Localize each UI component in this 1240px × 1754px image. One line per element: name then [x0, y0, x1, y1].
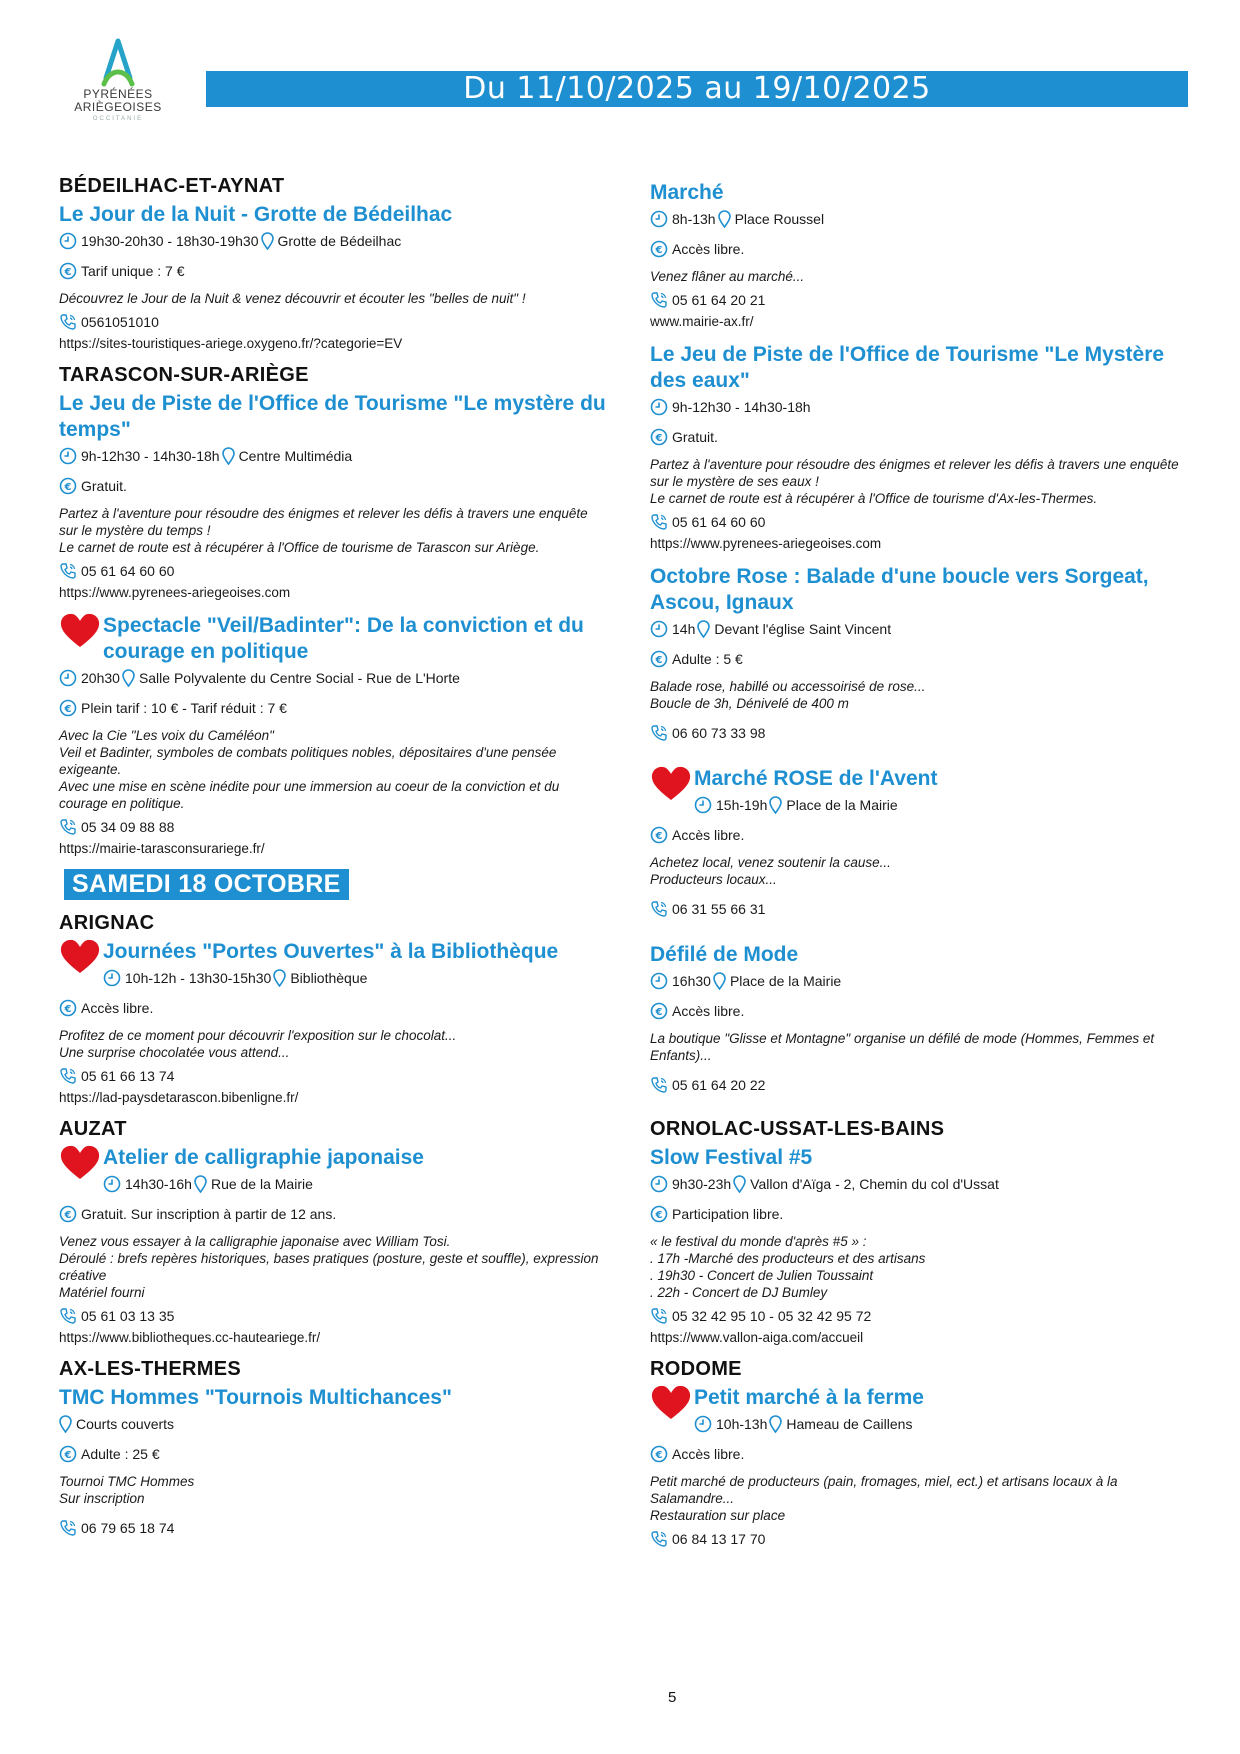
event-jeu-de-piste-tarascon — [59, 364, 609, 601]
svg-text:€: € — [64, 1003, 72, 1015]
event-time: 14h30-16h — [125, 1176, 192, 1192]
svg-text:€: € — [64, 703, 72, 715]
location-pin-icon — [697, 620, 710, 638]
event-phone — [650, 513, 1200, 531]
favorite-event-header — [59, 939, 609, 987]
town-heading: ARIGNAC — [59, 912, 155, 934]
event-price — [59, 1445, 609, 1463]
spacer — [650, 922, 1200, 942]
event-place: Grotte de Bédeilhac — [277, 233, 402, 249]
event-url[interactable]: https://lad-paysdetarascon.bibenligne.fr/ — [59, 1090, 299, 1105]
event-price-text: Participation libre. — [672, 1206, 784, 1222]
event-price-text: Accès libre. — [672, 241, 745, 257]
event-description: Achetez local, venez soutenir la cause... Producteurs locaux... — [650, 855, 891, 887]
event-phone — [59, 1519, 609, 1537]
favorite-event-header — [650, 766, 1200, 814]
location-pin-icon — [718, 210, 731, 228]
event-phone — [59, 818, 609, 836]
phone-icon — [59, 818, 77, 836]
event-place: Rue de la Mairie — [210, 1176, 313, 1192]
event-marche-rose — [650, 766, 1200, 918]
svg-text:€: € — [655, 654, 663, 666]
event-time: 14h — [672, 621, 696, 637]
location-pin-icon — [194, 1175, 207, 1193]
euro-icon — [59, 999, 77, 1017]
event-price — [59, 262, 609, 280]
event-place: Vallon d'Aïga - 2, Chemin du col d'Ussat — [750, 1176, 999, 1192]
clock-icon — [694, 1415, 712, 1433]
svg-text:€: € — [655, 432, 663, 444]
town-heading: AX-LES-THERMES — [59, 1358, 241, 1380]
event-place: Place Roussel — [734, 211, 825, 227]
event-title[interactable]: Marché — [650, 181, 724, 204]
event-place-row — [59, 1415, 609, 1433]
event-url[interactable]: www.mairie-ax.fr/ — [650, 314, 754, 329]
event-time-place — [650, 210, 1200, 228]
logo-text-line1: PYRÉNÉES — [83, 87, 153, 101]
clock-icon — [59, 669, 77, 687]
event-title[interactable]: Le Jour de la Nuit - Grotte de Bédeilhac — [59, 203, 453, 226]
event-price-text: Gratuit. — [672, 429, 718, 445]
event-phone — [650, 1076, 1200, 1094]
event-spectacle-veil-badinter — [59, 613, 609, 857]
event-phone-number[interactable]: 05 61 64 20 22 — [672, 1077, 766, 1093]
event-price — [650, 1205, 1200, 1223]
logo — [68, 38, 168, 122]
euro-icon — [59, 1445, 77, 1463]
clock-icon — [650, 210, 668, 228]
event-phone-number[interactable]: 05 32 42 95 10 - 05 32 42 95 72 — [672, 1308, 872, 1324]
spacer — [650, 746, 1200, 766]
heart-icon — [59, 611, 101, 649]
page-number: 5 — [668, 1689, 677, 1706]
event-phone-number[interactable]: 06 60 73 33 98 — [672, 725, 766, 741]
event-phone — [650, 291, 1200, 309]
event-phone — [59, 313, 609, 331]
event-price — [650, 650, 1200, 668]
event-description: La boutique "Glisse et Montagne" organise un défilé de mode (Hommes, Femmes et Enfants)... — [650, 1031, 1155, 1063]
event-petit-marche-ferme — [650, 1358, 1200, 1548]
event-phone — [650, 1530, 1200, 1548]
heart-icon — [59, 1143, 101, 1181]
event-time-place — [694, 1415, 1200, 1433]
event-price-text: Accès libre. — [672, 1003, 745, 1019]
left-column — [59, 175, 609, 1541]
event-phone — [650, 1307, 1200, 1325]
event-url[interactable]: https://www.pyrenees-ariegeoises.com — [59, 585, 291, 600]
euro-icon — [59, 477, 77, 495]
date-range-banner: Du 11/10/2025 au 19/10/2025 — [206, 71, 1188, 107]
event-place: Devant l'église Saint Vincent — [714, 621, 892, 637]
euro-icon — [650, 1205, 668, 1223]
event-phone-number[interactable]: 05 34 09 88 88 — [81, 819, 175, 835]
phone-icon — [650, 513, 668, 531]
event-description: Partez à l'aventure pour résoudre des énigmes et relever les défis à travers une enquête sur le mystère du temps ! Le carnet de route est à récupérer à l'Office de tourisme de Tarascon sur Ariège. — [59, 506, 588, 555]
event-time-row — [650, 398, 1200, 416]
location-pin-icon — [713, 972, 726, 990]
event-time-place — [103, 969, 609, 987]
svg-text:€: € — [655, 1006, 663, 1018]
event-time: 20h30 — [81, 670, 120, 686]
event-time-place — [59, 669, 609, 687]
logo-text-line3: OCCITANIE — [92, 116, 144, 122]
event-time: 10h-13h — [716, 1416, 768, 1432]
event-url[interactable]: https://www.bibliotheques.cc-hauteariege.fr/ — [59, 1330, 321, 1345]
event-time: 8h-13h — [672, 211, 716, 227]
event-price — [59, 699, 609, 717]
location-pin-icon — [222, 447, 235, 465]
event-phone-number[interactable]: 0561051010 — [81, 314, 159, 330]
event-phone-number[interactable]: 06 84 13 17 70 — [672, 1531, 766, 1547]
phone-icon — [59, 562, 77, 580]
euro-icon — [59, 699, 77, 717]
event-description: Venez vous essayer à la calligraphie japonaise avec William Tosi. Déroulé : brefs repères historiques, bases pratiques (posture, geste et souffle), expression créative Matériel fourni — [59, 1234, 599, 1300]
svg-text:€: € — [655, 1209, 663, 1221]
day-heading: SAMEDI 18 OCTOBRE — [64, 869, 349, 900]
clock-icon — [103, 1175, 121, 1193]
event-time: 19h30-20h30 - 18h30-19h30 — [81, 233, 259, 249]
event-price-text: Accès libre. — [672, 827, 745, 843]
town-heading: RODOME — [650, 1358, 742, 1380]
event-description: Avec la Cie "Les voix du Caméléon" Veil et Badinter, symboles de combats politiques nobles, dépositaires d'une pensée exigeante. Avec une mise en scène inédite pour une immersion au coeur de la conviction et du courage en politique. — [59, 728, 560, 811]
event-time-place — [650, 620, 1200, 638]
svg-text:€: € — [655, 1449, 663, 1461]
event-phone — [59, 1067, 609, 1085]
favorite-event-header — [59, 1145, 609, 1193]
euro-icon — [59, 262, 77, 280]
phone-icon — [59, 1067, 77, 1085]
svg-text:€: € — [64, 1449, 72, 1461]
event-url[interactable]: https://www.pyrenees-ariegeoises.com — [650, 536, 882, 551]
event-time: 9h-12h30 - 14h30-18h — [81, 448, 220, 464]
event-title[interactable]: Petit marché à la ferme — [694, 1386, 924, 1409]
euro-icon — [650, 240, 668, 258]
event-phone-number[interactable]: 05 61 64 20 21 — [672, 292, 766, 308]
event-time: 9h30-23h — [672, 1176, 732, 1192]
phone-icon — [59, 1519, 77, 1537]
event-price-text: Adulte : 5 € — [672, 651, 743, 667]
event-description: Venez flâner au marché... — [650, 269, 805, 284]
event-time: 9h-12h30 - 14h30-18h — [672, 399, 811, 415]
event-phone-number[interactable]: 05 61 64 60 60 — [672, 514, 766, 530]
event-title[interactable]: Atelier de calligraphie japonaise — [103, 1146, 424, 1169]
event-title[interactable]: TMC Hommes "Tournois Multichances" — [59, 1386, 452, 1409]
event-description: Balade rose, habillé ou accessoirisé de rose... Boucle de 3h, Dénivelé de 400 m — [650, 679, 926, 711]
event-price — [650, 826, 1200, 844]
event-tmc-hommes — [59, 1358, 609, 1537]
event-phone-number[interactable]: 06 79 65 18 74 — [81, 1520, 175, 1536]
phone-icon — [650, 1076, 668, 1094]
event-price-text: Tarif unique : 7 € — [81, 263, 185, 279]
event-time-place — [103, 1175, 609, 1193]
clock-icon — [650, 620, 668, 638]
event-price — [650, 1445, 1200, 1463]
event-price-text: Gratuit. Sur inscription à partir de 12 ans. — [81, 1206, 337, 1222]
location-pin-icon — [59, 1415, 72, 1433]
event-phone — [650, 900, 1200, 918]
event-defile-de-mode — [650, 942, 1200, 1094]
svg-text:€: € — [64, 481, 72, 493]
town-heading: BÉDEILHAC-ET-AYNAT — [59, 175, 285, 197]
event-description: Tournoi TMC Hommes Sur inscription — [59, 1474, 195, 1506]
svg-text:€: € — [655, 244, 663, 256]
event-price — [59, 999, 609, 1017]
event-time-place — [650, 1175, 1200, 1193]
location-pin-icon — [261, 232, 274, 250]
event-title[interactable]: Spectacle "Veil/Badinter": De la conviction et du courage en politique — [103, 614, 584, 663]
event-phone-number[interactable]: 05 61 03 13 35 — [81, 1308, 175, 1324]
logo-mark-icon — [98, 38, 138, 88]
euro-icon — [650, 650, 668, 668]
euro-icon — [59, 1205, 77, 1223]
clock-icon — [650, 398, 668, 416]
spacer — [650, 1098, 1200, 1118]
event-place: Place de la Mairie — [786, 797, 898, 813]
phone-icon — [650, 1530, 668, 1548]
event-jeu-de-piste-ax — [650, 342, 1200, 552]
event-phone — [59, 1307, 609, 1325]
event-url[interactable]: https://sites-touristiques-ariege.oxygeno.fr/?categorie=EV — [59, 336, 403, 351]
event-time-place — [694, 796, 1200, 814]
clock-icon — [59, 232, 77, 250]
favorite-event-header — [650, 1385, 1200, 1433]
event-place: Centre Multimédia — [238, 448, 353, 464]
event-price-text: Adulte : 25 € — [81, 1446, 160, 1462]
event-calligraphie — [59, 1118, 609, 1346]
phone-icon — [59, 313, 77, 331]
event-phone — [59, 562, 609, 580]
event-marche — [650, 180, 1200, 330]
location-pin-icon — [769, 796, 782, 814]
event-place: Salle Polyvalente du Centre Social - Rue de L'Horte — [138, 670, 460, 686]
euro-icon — [650, 1445, 668, 1463]
event-time: 10h-12h - 13h30-15h30 — [125, 970, 272, 986]
event-price-text: Plein tarif : 10 € - Tarif réduit : 7 € — [81, 700, 287, 716]
event-place: Place de la Mairie — [729, 973, 842, 989]
event-title[interactable]: Le Jeu de Piste de l'Office de Tourisme "Le mystère du temps" — [59, 392, 606, 441]
event-phone-number[interactable]: 05 61 66 13 74 — [81, 1068, 175, 1084]
clock-icon — [694, 796, 712, 814]
location-pin-icon — [769, 1415, 782, 1433]
phone-icon — [650, 724, 668, 742]
euro-icon — [650, 428, 668, 446]
event-time-place — [59, 447, 609, 465]
svg-text:€: € — [655, 830, 663, 842]
svg-text:€: € — [64, 1209, 72, 1221]
event-price — [650, 240, 1200, 258]
event-title[interactable]: Slow Festival #5 — [650, 1146, 813, 1169]
event-description: Profitez de ce moment pour découvrir l'exposition sur le chocolat... Une surprise chocolatée vous attend... — [59, 1028, 457, 1060]
event-place: Hameau de Caillens — [786, 1416, 913, 1432]
logo-text-line2: ARIÈGEOISES — [74, 100, 162, 114]
event-place: Courts couverts — [76, 1416, 175, 1432]
event-title[interactable]: Marché ROSE de l'Avent — [694, 767, 938, 790]
svg-text:€: € — [64, 266, 72, 278]
town-heading: ORNOLAC-USSAT-LES-BAINS — [650, 1118, 945, 1140]
event-place: Bibliothèque — [290, 970, 368, 986]
location-pin-icon — [273, 969, 286, 987]
location-pin-icon — [733, 1175, 746, 1193]
event-phone-number[interactable]: 05 61 64 60 60 — [81, 563, 175, 579]
heart-icon — [650, 764, 692, 802]
event-phone — [650, 724, 1200, 742]
event-time-place — [650, 972, 1200, 990]
phone-icon — [650, 900, 668, 918]
event-title[interactable]: Octobre Rose : Balade d'une boucle vers Sorgeat, Ascou, Ignaux — [650, 565, 1149, 614]
euro-icon — [650, 826, 668, 844]
phone-icon — [650, 291, 668, 309]
event-price-text: Gratuit. — [81, 478, 127, 494]
event-price — [59, 477, 609, 495]
right-column — [650, 180, 1200, 1552]
clock-icon — [650, 972, 668, 990]
town-heading: AUZAT — [59, 1118, 127, 1140]
event-description: Découvrez le Jour de la Nuit & venez découvrir et écouter les "belles de nuit" ! — [59, 291, 526, 306]
event-time: 15h-19h — [716, 797, 768, 813]
heart-icon — [650, 1383, 692, 1421]
event-description: Partez à l'aventure pour résoudre des énigmes et relever les défis à travers une enquête sur le mystère de ses eaux ! Le carnet de route est à récupérer à l'Office de tourisme d'Ax-les-Thermes. — [650, 457, 1179, 506]
event-portes-ouvertes — [59, 912, 609, 1106]
event-price — [59, 1205, 609, 1223]
phone-icon — [650, 1307, 668, 1325]
event-slow-festival — [650, 1118, 1200, 1346]
event-title[interactable]: Défilé de Mode — [650, 943, 799, 966]
event-title[interactable]: Journées "Portes Ouvertes" à la Bibliothèque — [103, 940, 559, 963]
event-url[interactable]: https://www.vallon-aiga.com/accueil — [650, 1330, 864, 1345]
clock-icon — [59, 447, 77, 465]
heart-icon — [59, 937, 101, 975]
event-description: Petit marché de producteurs (pain, fromages, miel, ect.) et artisans locaux à la Salamandre... Restauration sur place — [650, 1474, 1118, 1523]
event-phone-number[interactable]: 06 31 55 66 31 — [672, 901, 766, 917]
event-description: « le festival du monde d'après #5 » : . 17h -Marché des producteurs et des artisans . 19h30 - Concert de Julien Toussaint . 22h - Concert de DJ Bumley — [650, 1234, 926, 1300]
location-pin-icon — [122, 669, 135, 687]
event-url[interactable]: https://mairie-tarasconsurariege.fr/ — [59, 841, 265, 856]
event-price-text: Accès libre. — [81, 1000, 154, 1016]
favorite-event-header — [59, 613, 609, 665]
event-price — [650, 1002, 1200, 1020]
clock-icon — [650, 1175, 668, 1193]
event-time-place — [59, 232, 609, 250]
event-jour-de-la-nuit — [59, 175, 609, 352]
event-price — [650, 428, 1200, 446]
phone-icon — [59, 1307, 77, 1325]
event-octobre-rose — [650, 564, 1200, 742]
clock-icon — [103, 969, 121, 987]
event-price-text: Accès libre. — [672, 1446, 745, 1462]
event-time: 16h30 — [672, 973, 711, 989]
event-title[interactable]: Le Jeu de Piste de l'Office de Tourisme "Le Mystère des eaux" — [650, 343, 1165, 392]
town-heading: TARASCON-SUR-ARIÈGE — [59, 364, 309, 386]
euro-icon — [650, 1002, 668, 1020]
